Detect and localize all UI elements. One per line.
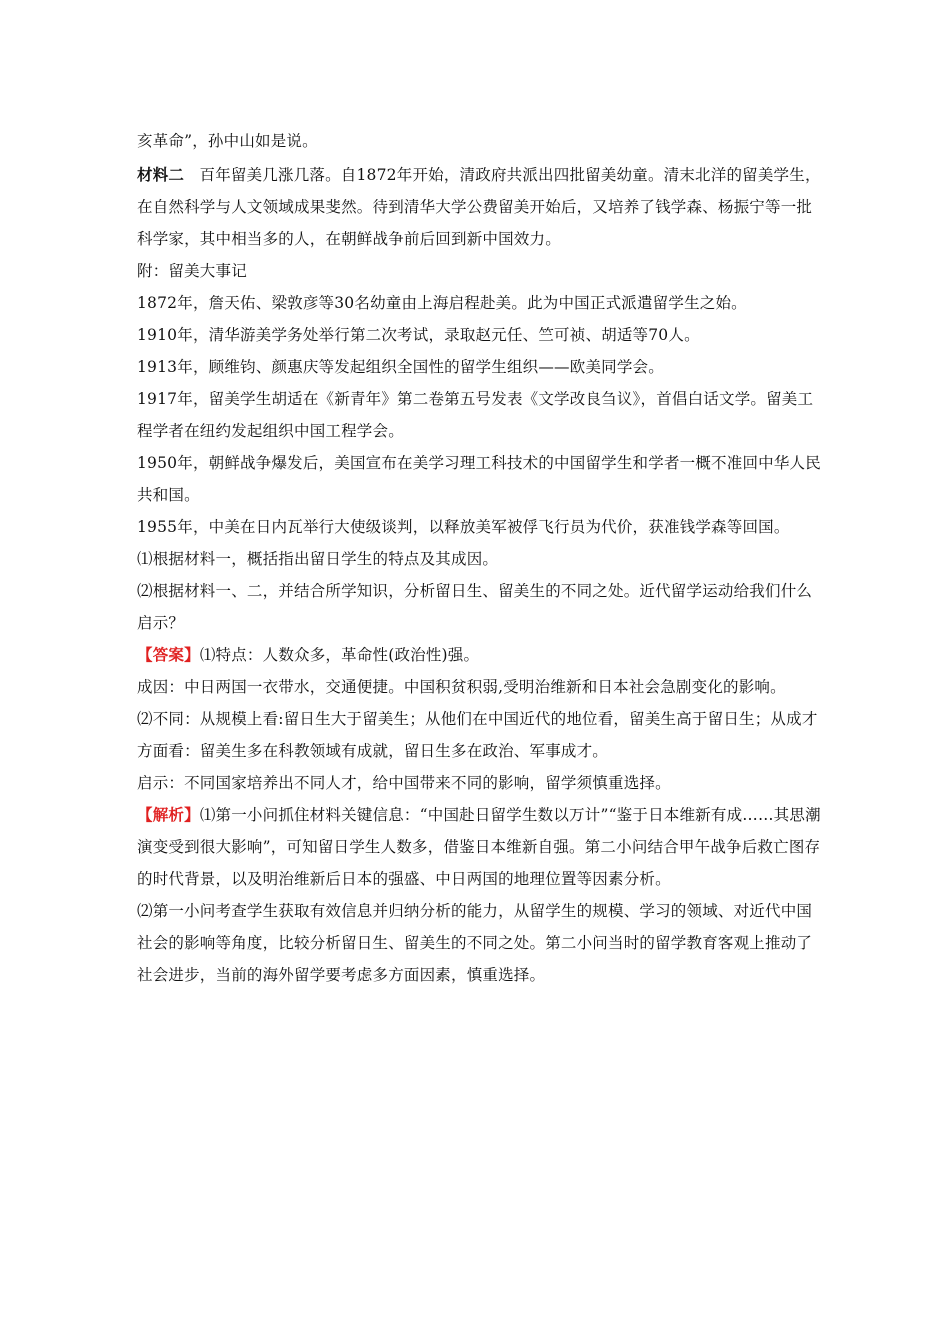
answer-insight: 启示：不同国家培养出不同人才，给中国带来不同的影响，留学须慎重选择。 — [137, 774, 671, 792]
event-1950: 1950年，朝鲜战争爆发后，美国宣布在美学习理工科技术的中国留学生和学者一概不准回中华人民共和国。 — [137, 454, 821, 504]
event-1872: 1872年，詹天佑、梁敦彦等30名幼童由上海启程赴美。此为中国正式派遣留学生之始。 — [137, 294, 747, 312]
material-two-text: 百年留美几涨几落。自1872年开始，清政府共派出四批留美幼童。清末北洋的留美学生，在自然科学与人文领域成果斐然。待到清华大学公费留美开始后，又培养了钱学森、杨振宁等一批科学家，其中相当多的人，在朝鲜战争前后回到新中国效力。 — [137, 166, 821, 248]
answer-features: ⑴特点：人数众多，革命性(政治性)强。 — [199, 646, 480, 664]
answer-line-1 — [137, 639, 827, 671]
material-two-paragraph — [137, 159, 827, 255]
material-two-label: 材料二 — [137, 165, 185, 184]
event-1913: 1913年，顾维钧、颜惠庆等发起组织全国性的留学生组织——欧美同学会。 — [137, 358, 664, 376]
analysis-text-1: ⑴第一小问抓住材料关键信息：“中国赴日留学生数以万计”“鉴于日本维新有成……其思潮演变受到很大影响”，可知留日学生人数多，借鉴日本维新自强。第二小问结合甲午战争后救亡图存的时代背景，以及明治维新后日本的强盛、中日两国的地理位置等因素分析。 — [137, 806, 821, 888]
appendix-title: 附：留美大事记 — [137, 262, 247, 280]
intro-tail: 亥革命”，孙中山如是说。 — [137, 132, 318, 150]
question-1: ⑴根据材料一，概括指出留日学生的特点及其成因。 — [137, 550, 499, 568]
answer-tag: 【答案】 — [137, 645, 200, 664]
analysis-paragraph-2: ⑵第一小问考查学生获取有效信息并归纳分析的能力，从留学生的规模、学习的领域、对近代中国社会的影响等角度，比较分析留日生、留美生的不同之处。第二小问当时的留学教育客观上推动了社会进步，当前的海外留学要考虑多方面因素，慎重选择。 — [137, 902, 813, 984]
answer-differences: ⑵不同：从规模上看:留日生大于留美生；从他们在中国近代的地位看，留美生高于留日生；从成才方面看：留美生多在科教领域有成就，留日生多在政治、军事成才。 — [137, 710, 818, 760]
analysis-tag: 【解析】 — [137, 805, 200, 824]
event-1917: 1917年，留美学生胡适在《新青年》第二卷第五号发表《文学改良刍议》，首倡白话文学。留美工程学者在纽约发起组织中国工程学会。 — [137, 390, 814, 440]
analysis-paragraph-1 — [137, 799, 827, 895]
event-1955: 1955年，中美在日内瓦举行大使级谈判，以释放美军被俘飞行员为代价，获准钱学森等回国。 — [137, 518, 790, 536]
event-1910: 1910年，清华游美学务处举行第二次考试，录取赵元任、竺可祯、胡适等70人。 — [137, 326, 700, 344]
question-2: ⑵根据材料一、二，并结合所学知识，分析留日生、留美生的不同之处。近代留学运动给我们什么启示？ — [137, 582, 813, 632]
document-body — [137, 125, 827, 991]
answer-cause: 成因：中日两国一衣带水，交通便捷。中国积贫积弱,受明治维新和日本社会急剧变化的影响。 — [137, 678, 786, 696]
